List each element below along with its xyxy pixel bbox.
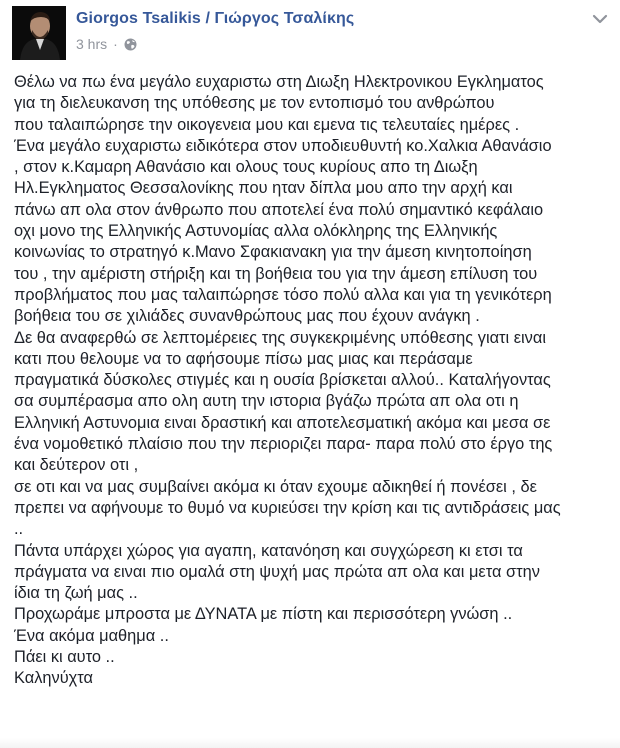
post-text-line: σε οτι και να μας συμβαίνει ακόμα κι όταν εχουμε αδικηθεί ή πονέσει , δε: [14, 477, 537, 496]
post-text-line: Ένα ακόμα μαθημα ..: [14, 626, 169, 645]
post-text-line: Πάει κι αυτο ..: [14, 648, 115, 667]
post-meta: [76, 36, 137, 52]
post-text-line: προβλήματος που μας ταλαιπώρησε τόσο πολύ αλλα και για τη γενικότερη: [14, 285, 552, 304]
post-text-line: Πάντα υπάρχει χώρος για αγαπη, κατανόηση και συγχώρεση κι ετσι τα: [14, 541, 523, 560]
post-text-line: οχι μονο της Ελληνικής Αστυνομίας αλλα ολόκληρης της Ελληνικής: [14, 222, 498, 241]
post-text-line: που ταλαιπώρησε την οικογενεια μου και εμενα τις τελευταίες ημέρες .: [14, 115, 520, 134]
post-text-line: Ηλ.Εγκληματος Θεσσαλονίκης που ηταν δίπλα μου απο την αρχή και: [14, 179, 513, 198]
post-text-line: πάνω απ ολα στον άνθρωπο που αποτελεί ένα πολύ σημαντικό κεφάλαιο: [14, 200, 544, 219]
post-text-line: πράγματα να ειναι πιο ομαλά στη ψυχή μας πρώτα απ ολα και μετα στην: [14, 562, 540, 581]
post-text-line: , στον κ.Καμαρη Αθανάσιο και ολους τους κυρίους απο τη Διωξη: [14, 158, 478, 177]
bottom-shadow: [0, 738, 620, 748]
post-text-line: του , την αμέριστη στήριξη και τη βοήθεια του για την άμεση επίλυση του: [14, 264, 538, 283]
post-text-line: ένα νομοθετικό πλαίσιο που την περιοριζει παρα- παρα πολύ στο έργο της: [14, 435, 553, 454]
post-text-line: κοινωνίας το στρατηγό κ.Μανο Σφακιανακη για την άμεση κινητοποίηση: [14, 243, 532, 262]
post-text-line: και δεύτερον οτι ,: [14, 456, 139, 475]
post-text-line: πραγματικά δύσκολες στιγμές και η ουσία βρίσκεται αλλού.. Καταλήγοντας: [14, 371, 551, 390]
post-text-line: βοήθεια του σε χιλιάδες συνανθρώπους μας που έχουν ανάγκη .: [14, 307, 480, 326]
chevron-down-icon[interactable]: [592, 12, 608, 24]
post-text-line: πρεπει να αφήνουμε το θυμό να κυριεύσει την κρίση και τις αντιδράσεις μας: [14, 498, 561, 517]
globe-icon[interactable]: [124, 38, 137, 51]
author-name-link[interactable]: Giorgos Tsalikis / Γιώργος Τσαλίκης: [76, 10, 355, 27]
avatar[interactable]: [12, 6, 66, 60]
post-text-line: κατι που θελουμε να το αφήσουμε πίσω μας μιας και περάσαμε: [14, 349, 473, 368]
post-body: [14, 72, 610, 690]
post-header: [12, 4, 612, 60]
post-text-line: ..: [14, 520, 24, 539]
post-text-line: ίδια τη ζωή μας ..: [14, 584, 138, 603]
post-text-line: Καληνύχτα: [14, 669, 93, 688]
meta-separator: ·: [113, 36, 118, 52]
post-text-line: Ένα μεγάλο ευχαριστω ειδικότερα στον υποδιευθυντή κο.Χαλκια Αθανάσιο: [14, 136, 552, 155]
post-text-line: Προχωράμε μπροστα με ΔΥΝΑΤΑ με πίστη και περισσότερη γνώση ..: [14, 605, 513, 624]
post-text-line: Δε θα αναφερθώ σε λεπτομέρειες της συγκεκριμένης υπόθεσης γιατι ειναι: [14, 328, 546, 347]
post-timestamp[interactable]: 3 hrs: [76, 36, 108, 52]
profile-photo: [12, 6, 66, 60]
post-text-line: για τη διελευκανση της υπόθεσης με τον εντοπισμό του ανθρώπου: [14, 94, 495, 113]
post-text-line: Θέλω να πω ένα μεγάλο ευχαριστω στη Διωξη Ηλεκτρονικου Εγκληματος: [14, 73, 544, 91]
post-text-line: σα συμπέρασμα απο ολη αυτη την ιστορια βγάζω πρώτα απ ολα οτι η: [14, 392, 519, 411]
post-text-line: Ελληνική Αστυνομια ειναι δραστική και αποτελεσματική ακόμα και μεσα σε: [14, 413, 551, 432]
